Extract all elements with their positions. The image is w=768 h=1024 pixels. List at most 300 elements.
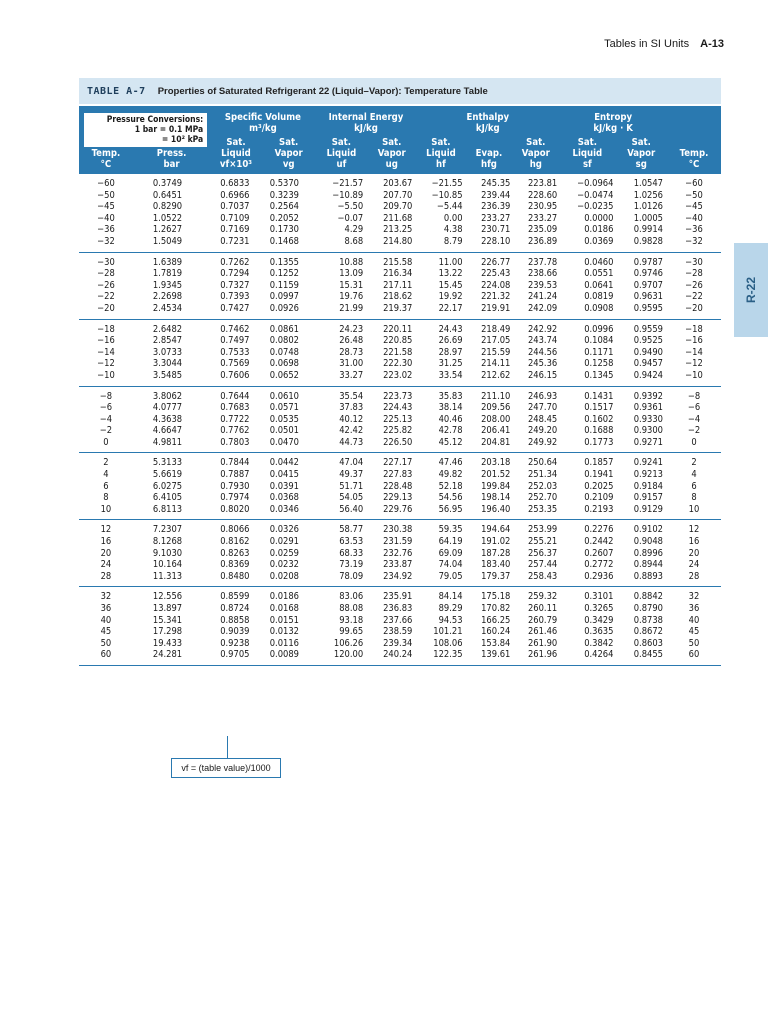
temp2-header: [667, 148, 721, 174]
hfg-cell: 191.02: [481, 536, 511, 548]
press-cell: 12.556: [133, 587, 210, 603]
hf-cell: 42.78: [438, 425, 463, 437]
sf-cell: 0.0551: [584, 268, 614, 280]
conversions-line-1: 1 bar = 0.1 MPa: [134, 125, 204, 135]
hg-cell: 242.92: [512, 319, 559, 335]
temp-cell: −22: [97, 291, 115, 303]
ug-cell: 223.73: [367, 386, 416, 402]
hfg-cell: 211.10: [466, 386, 513, 402]
uf-cell: 63.53: [339, 536, 364, 548]
hfg-cell: 214.11: [481, 358, 511, 370]
sg-cell: 0.8893: [633, 570, 663, 582]
vg-cell: 0.0802: [269, 335, 299, 347]
hg-cell: 253.35: [527, 503, 558, 515]
vg-cell: 0.0861: [262, 319, 316, 335]
vf-cell: 0.8066: [210, 520, 262, 536]
temp-cell: 8: [103, 492, 109, 504]
press-cell: 7.2307: [133, 520, 210, 536]
ug-cell: 214.80: [383, 235, 413, 247]
vg-cell: 0.1252: [269, 268, 299, 280]
hg-cell: 260.79: [527, 614, 558, 626]
temp-cell: 24: [100, 559, 112, 571]
temp-cell: 60: [79, 649, 133, 665]
ug-cell: 229.76: [383, 503, 413, 515]
vf-cell: 0.7644: [210, 386, 262, 402]
temp2-cell: 20: [688, 547, 700, 559]
table-header: [79, 106, 721, 174]
table-row: [79, 559, 721, 571]
temp2-cell: −20: [685, 302, 703, 314]
sg-cell: 1.0126: [633, 201, 663, 213]
vg-cell: 0.0501: [269, 425, 299, 437]
press-cell: 2.8547: [152, 335, 183, 347]
vf-cell: 0.7393: [220, 291, 250, 303]
ug-cell: 215.58: [367, 252, 416, 268]
hg-cell: 247.70: [527, 402, 558, 414]
temp-cell: 50: [100, 637, 112, 649]
uf-cell: 26.48: [339, 335, 364, 347]
uf-cell: 24.23: [316, 319, 368, 335]
hf-cell: 52.18: [438, 480, 463, 492]
sf-cell: 0.2936: [584, 570, 614, 582]
uf-cell: 4.29: [344, 224, 364, 236]
hfg-cell: 228.10: [481, 235, 511, 247]
hg-cell: 223.81: [527, 178, 558, 189]
vf-cell: 0.7037: [220, 201, 250, 213]
sg-cell: 0.9559: [615, 319, 667, 335]
sf-cell: 0.2276: [559, 520, 615, 536]
table-row: [79, 402, 721, 414]
vg-header-1: Sat.: [262, 134, 316, 148]
temp2-cell: 28: [688, 570, 700, 582]
page-number: A-13: [700, 38, 724, 50]
vf-cell: 0.8599: [210, 587, 262, 603]
hg-label: Vapor: [521, 148, 550, 159]
internal-energy-header: [316, 106, 417, 134]
hg-cell: 256.37: [527, 547, 558, 559]
table-row: [79, 453, 721, 469]
hg-symbol: hg: [529, 159, 542, 170]
vf-cell: 0.7803: [220, 436, 250, 448]
vg-cell: 0.1159: [269, 279, 299, 291]
press-cell: 3.3044: [152, 358, 183, 370]
sg-header-1: Sat.: [615, 134, 667, 148]
ug-cell: 203.67: [383, 178, 413, 189]
vg-cell: 0.0168: [269, 603, 299, 614]
sg-cell: 0.9330: [633, 413, 663, 425]
temp-cell: 20: [100, 547, 112, 559]
ug-cell: 220.85: [383, 335, 413, 347]
specific-volume-unit: m³/kg: [249, 123, 277, 135]
press-cell: 2.2698: [152, 291, 183, 303]
hg-cell: 241.24: [527, 291, 558, 303]
press-header: [133, 148, 210, 174]
hf-cell: 74.04: [438, 559, 463, 571]
ug-cell: 236.83: [383, 603, 413, 614]
hg-cell: 239.53: [527, 279, 558, 291]
sg-cell: 0.9129: [633, 503, 663, 515]
hf-cell: 69.09: [438, 547, 463, 559]
temp-cell: −10: [97, 369, 115, 381]
sf-cell: 0.0996: [559, 319, 615, 335]
table-row: [79, 291, 721, 303]
sg-cell: 1.0256: [633, 189, 663, 201]
temp2-cell: −14: [685, 346, 703, 358]
vf-cell: 0.8480: [220, 570, 250, 582]
temp-cell: 6: [103, 480, 109, 492]
vf-cell: 0.7462: [210, 319, 262, 335]
sf-cell: 0.0186: [584, 224, 614, 236]
hg-cell: 260.11: [527, 603, 558, 614]
table-row: [79, 174, 721, 190]
sg-cell: 1.0005: [633, 212, 663, 224]
uf-cell: 73.19: [339, 559, 364, 571]
uf-cell: −0.07: [337, 212, 364, 224]
table-row: [79, 190, 721, 202]
hg-header-1: Sat.: [512, 134, 559, 148]
hf-cell: 122.35: [416, 649, 465, 665]
hg-cell: 250.64: [512, 453, 559, 469]
sg-cell: 0.9048: [633, 536, 663, 548]
ug-cell: 211.68: [383, 212, 413, 224]
temp2-cell: −36: [685, 224, 703, 236]
table-row: [79, 469, 721, 481]
hf-cell: 8.79: [443, 235, 463, 247]
hfg-cell: 206.41: [481, 425, 511, 437]
uf-cell: 88.08: [339, 603, 364, 614]
sg-cell: 0.9707: [633, 279, 663, 291]
hg-cell: 235.09: [527, 224, 558, 236]
press-cell: 1.5049: [152, 235, 183, 247]
temp2-cell: 4: [691, 469, 697, 481]
press-cell: 4.9811: [152, 436, 183, 448]
uf-cell: 58.77: [316, 520, 368, 536]
table-row: [79, 504, 721, 520]
vf-cell: 0.7262: [210, 252, 262, 268]
vf-cell: 0.7722: [220, 413, 250, 425]
temp2-cell: −12: [685, 358, 703, 370]
sf-label: Liquid: [572, 148, 603, 159]
hf-cell: 45.12: [438, 436, 463, 448]
table-row: [79, 252, 721, 268]
sf-cell: 0.3842: [584, 637, 614, 649]
vg-cell: 0.0132: [269, 626, 299, 638]
vf-cell: 0.6966: [220, 189, 250, 201]
temp-cell: 32: [79, 587, 133, 603]
sf-cell: 0.2109: [584, 492, 614, 504]
sg-cell: 0.9525: [633, 335, 663, 347]
sf-cell: 0.0641: [584, 279, 614, 291]
table-row: [79, 626, 721, 638]
sf-cell: 0.1345: [584, 369, 614, 381]
hfg-cell: 236.39: [481, 201, 511, 213]
vg-cell: 0.0186: [262, 587, 316, 603]
uf-cell: 21.99: [339, 302, 364, 314]
uf-cell: 28.73: [339, 346, 364, 358]
hf-cell: 15.45: [438, 279, 463, 291]
vg-cell: 0.0391: [269, 480, 299, 492]
sf-cell: 0.3429: [584, 614, 614, 626]
temp-cell: −18: [79, 319, 133, 335]
hf-cell: 13.22: [438, 268, 463, 280]
vg-cell: 0.0571: [269, 402, 299, 414]
hfg-cell: 226.77: [466, 252, 513, 268]
ug-cell: 225.13: [383, 413, 413, 425]
hfg-cell: 179.37: [481, 570, 511, 582]
uf-cell: 93.18: [339, 614, 364, 626]
vg-cell: 0.0208: [269, 570, 299, 582]
sf-cell: 0.3101: [559, 587, 615, 603]
temp2-cell: −22: [685, 291, 703, 303]
hfg-cell: 166.25: [481, 614, 511, 626]
temp-cell: 10: [100, 503, 112, 515]
table-row: [79, 319, 721, 335]
temp-cell: 45: [100, 626, 112, 638]
enthalpy-header: [416, 106, 559, 134]
hg-cell: 233.27: [527, 212, 558, 224]
hf-cell: −5.44: [436, 201, 463, 213]
temp2-cell: −4: [687, 413, 701, 425]
hg-cell: 261.96: [512, 649, 559, 665]
temp2-cell: −18: [667, 319, 721, 335]
press-cell: 2.4534: [152, 302, 183, 314]
hf-cell: 59.35: [416, 520, 465, 536]
table-row: [79, 548, 721, 560]
sf-symbol: sf: [582, 159, 592, 170]
vf-cell: 0.7844: [210, 453, 262, 469]
temp2-cell: −45: [685, 201, 703, 213]
sf-cell: 0.1602: [584, 413, 614, 425]
temp2-cell: 45: [688, 626, 700, 638]
temp-cell: −6: [99, 402, 113, 414]
vf-cell: 0.7930: [220, 480, 250, 492]
uf-cell: 54.05: [339, 492, 364, 504]
sg-cell: 0.9457: [633, 358, 663, 370]
sf-cell: 0.1084: [584, 335, 614, 347]
temp-cell: −40: [97, 212, 115, 224]
vf-cell: 0.7569: [220, 358, 250, 370]
temp-cell: 28: [100, 570, 112, 582]
sf-cell: 0.1171: [584, 346, 614, 358]
press-cell: 8.1268: [152, 536, 183, 548]
temp-cell: −8: [79, 386, 133, 402]
uf-header: [316, 148, 368, 174]
sf-cell: 0.1517: [584, 402, 614, 414]
press-cell: 24.281: [133, 649, 210, 665]
hfg-cell: 194.64: [466, 520, 513, 536]
entropy-label: Entropy: [594, 112, 633, 124]
table-row: [79, 481, 721, 493]
table-label: TABLE A-7: [87, 85, 146, 97]
hg-cell: 252.03: [527, 480, 558, 492]
hf-cell: 31.25: [438, 358, 463, 370]
sg-cell: 0.9102: [615, 520, 667, 536]
temp-cell: −4: [99, 413, 113, 425]
uf-cell: 35.54: [316, 386, 368, 402]
uf-cell: −10.89: [332, 189, 364, 201]
temp2-cell: −26: [685, 279, 703, 291]
table-row: [79, 571, 721, 587]
temp-cell: −16: [97, 335, 115, 347]
hfg-cell: 245.35: [481, 178, 511, 189]
hfg-cell: 175.18: [466, 587, 513, 603]
hg-cell: 261.90: [527, 637, 558, 649]
hf-cell: 4.38: [443, 224, 463, 236]
hfg-cell: 212.62: [481, 369, 511, 381]
press-cell: 0.3749: [152, 178, 183, 189]
hfg-cell: 215.59: [481, 346, 511, 358]
hf-cell: 19.92: [438, 291, 463, 303]
temp2-cell: 50: [688, 637, 700, 649]
table-row: [79, 492, 721, 504]
pressure-conversions-cell: [79, 106, 210, 148]
uf-header-1: Sat.: [316, 134, 368, 148]
vf-header: [210, 148, 262, 174]
sg-cell: 0.9184: [633, 480, 663, 492]
hf-header-1: Sat.: [416, 134, 465, 148]
vg-cell: 0.3239: [269, 189, 299, 201]
vg-cell: 0.1730: [269, 224, 299, 236]
ug-cell: 217.11: [383, 279, 413, 291]
vf-cell: 0.8162: [220, 536, 250, 548]
hg-header: [512, 148, 559, 174]
uf-cell: 37.83: [339, 402, 364, 414]
uf-cell: 120.00: [316, 649, 368, 665]
temp-cell: 12: [79, 520, 133, 536]
press-cell: 1.7819: [152, 268, 183, 280]
hg-cell: 246.93: [512, 386, 559, 402]
hfg-cell: 160.24: [481, 626, 511, 638]
vf-cell: 0.8724: [220, 603, 250, 614]
press-cell: 1.2627: [152, 224, 183, 236]
temp2-cell: −40: [685, 212, 703, 224]
hf-cell: 24.43: [416, 319, 465, 335]
sf-cell: 0.2025: [584, 480, 614, 492]
ug-cell: 216.34: [383, 268, 413, 280]
table-row: [79, 649, 721, 665]
press-cell: 3.8062: [133, 386, 210, 402]
temp2-cell: −16: [685, 335, 703, 347]
table-row: [79, 536, 721, 548]
press-cell: 1.6389: [133, 252, 210, 268]
hg-cell: 236.89: [527, 235, 558, 247]
ug-cell: 223.02: [383, 369, 413, 381]
uf-cell: 51.71: [339, 480, 364, 492]
running-head-text: Tables in SI Units: [604, 38, 690, 50]
hfg-symbol: hfg: [480, 159, 497, 170]
temp-label: Temp.: [91, 148, 121, 159]
sf-cell: 0.2607: [584, 547, 614, 559]
press-cell: 0.8290: [152, 201, 183, 213]
press-label: Press.: [156, 148, 187, 159]
hg-cell: 246.15: [527, 369, 558, 381]
sg-header: [615, 148, 667, 174]
sf-cell: 0.4264: [559, 649, 615, 665]
hf-cell: 94.53: [438, 614, 463, 626]
press-cell: 5.6619: [152, 469, 183, 481]
vg-cell: 0.2564: [269, 201, 299, 213]
vf-cell: 0.7327: [220, 279, 250, 291]
blank-header-2: [667, 134, 721, 148]
hg-cell: 248.45: [527, 413, 558, 425]
hf-cell: 79.05: [438, 570, 463, 582]
sg-cell: 0.8944: [633, 559, 663, 571]
press-cell: 0.6451: [152, 189, 183, 201]
vg-header: [262, 148, 316, 174]
temp-cell: −50: [97, 189, 115, 201]
sg-label: Vapor: [627, 148, 656, 159]
vg-cell: 0.0997: [269, 291, 299, 303]
table-row: [79, 347, 721, 359]
hfg-cell: 153.84: [481, 637, 511, 649]
hfg-cell: 230.71: [481, 224, 511, 236]
vg-cell: 0.0326: [262, 520, 316, 536]
sf-cell: 0.2442: [584, 536, 614, 548]
press-cell: 15.341: [152, 614, 183, 626]
table-title: Properties of Saturated Refrigerant 22 (Liquid–Vapor): Temperature Table: [157, 85, 488, 97]
press-cell: 17.298: [152, 626, 183, 638]
press-cell: 5.3133: [133, 453, 210, 469]
temp2-label: Temp.: [679, 148, 709, 159]
hfg-cell: 139.61: [466, 649, 513, 665]
uf-cell: 49.37: [339, 469, 364, 481]
vg-cell: 0.0926: [269, 302, 299, 314]
ug-label: Vapor: [377, 148, 406, 159]
press-cell: 19.433: [152, 637, 183, 649]
temp2-cell: 32: [667, 587, 721, 603]
vg-cell: 0.0291: [269, 536, 299, 548]
temp-cell: 4: [103, 469, 109, 481]
vf-header-1: Sat.: [210, 134, 262, 148]
temp-cell: −60: [97, 178, 115, 189]
temp2-cell: −50: [685, 189, 703, 201]
uf-cell: 78.09: [339, 570, 364, 582]
ug-cell: 227.17: [367, 453, 416, 469]
hf-cell: −21.55: [431, 178, 463, 189]
uf-cell: 47.04: [316, 453, 368, 469]
vg-cell: 0.0232: [269, 559, 299, 571]
press-cell: 2.6482: [133, 319, 210, 335]
sg-cell: 0.8455: [615, 649, 667, 665]
sg-cell: 0.9392: [615, 386, 667, 402]
vg-cell: 0.0259: [269, 547, 299, 559]
temp-header: [79, 148, 133, 174]
ug-cell: 229.13: [383, 492, 413, 504]
hf-cell: −10.85: [431, 189, 463, 201]
hf-cell: 38.14: [438, 402, 463, 414]
table-row: [79, 358, 721, 370]
ug-cell: 238.59: [383, 626, 413, 638]
side-tab-label: R-22: [744, 276, 758, 304]
uf-symbol: uf: [336, 159, 347, 170]
temp-cell: 40: [100, 614, 112, 626]
vg-cell: 0.0610: [262, 386, 316, 402]
hfg-cell: 209.56: [481, 402, 511, 414]
footnote: vf = (table value)/1000: [171, 758, 281, 778]
temp2-cell: 6: [691, 480, 697, 492]
vf-cell: 0.7606: [220, 369, 250, 381]
temp2-cell: 8: [691, 492, 697, 504]
sg-cell: 0.9424: [633, 369, 663, 381]
table-body: [79, 174, 721, 665]
hfg-label: Evap.: [475, 148, 503, 159]
hfg-cell: 183.40: [481, 559, 511, 571]
sg-cell: 0.9631: [633, 291, 663, 303]
sg-cell: 0.9595: [633, 302, 663, 314]
sf-header: [559, 148, 615, 174]
sg-cell: 0.9157: [633, 492, 663, 504]
vf-cell: 0.7427: [220, 302, 250, 314]
